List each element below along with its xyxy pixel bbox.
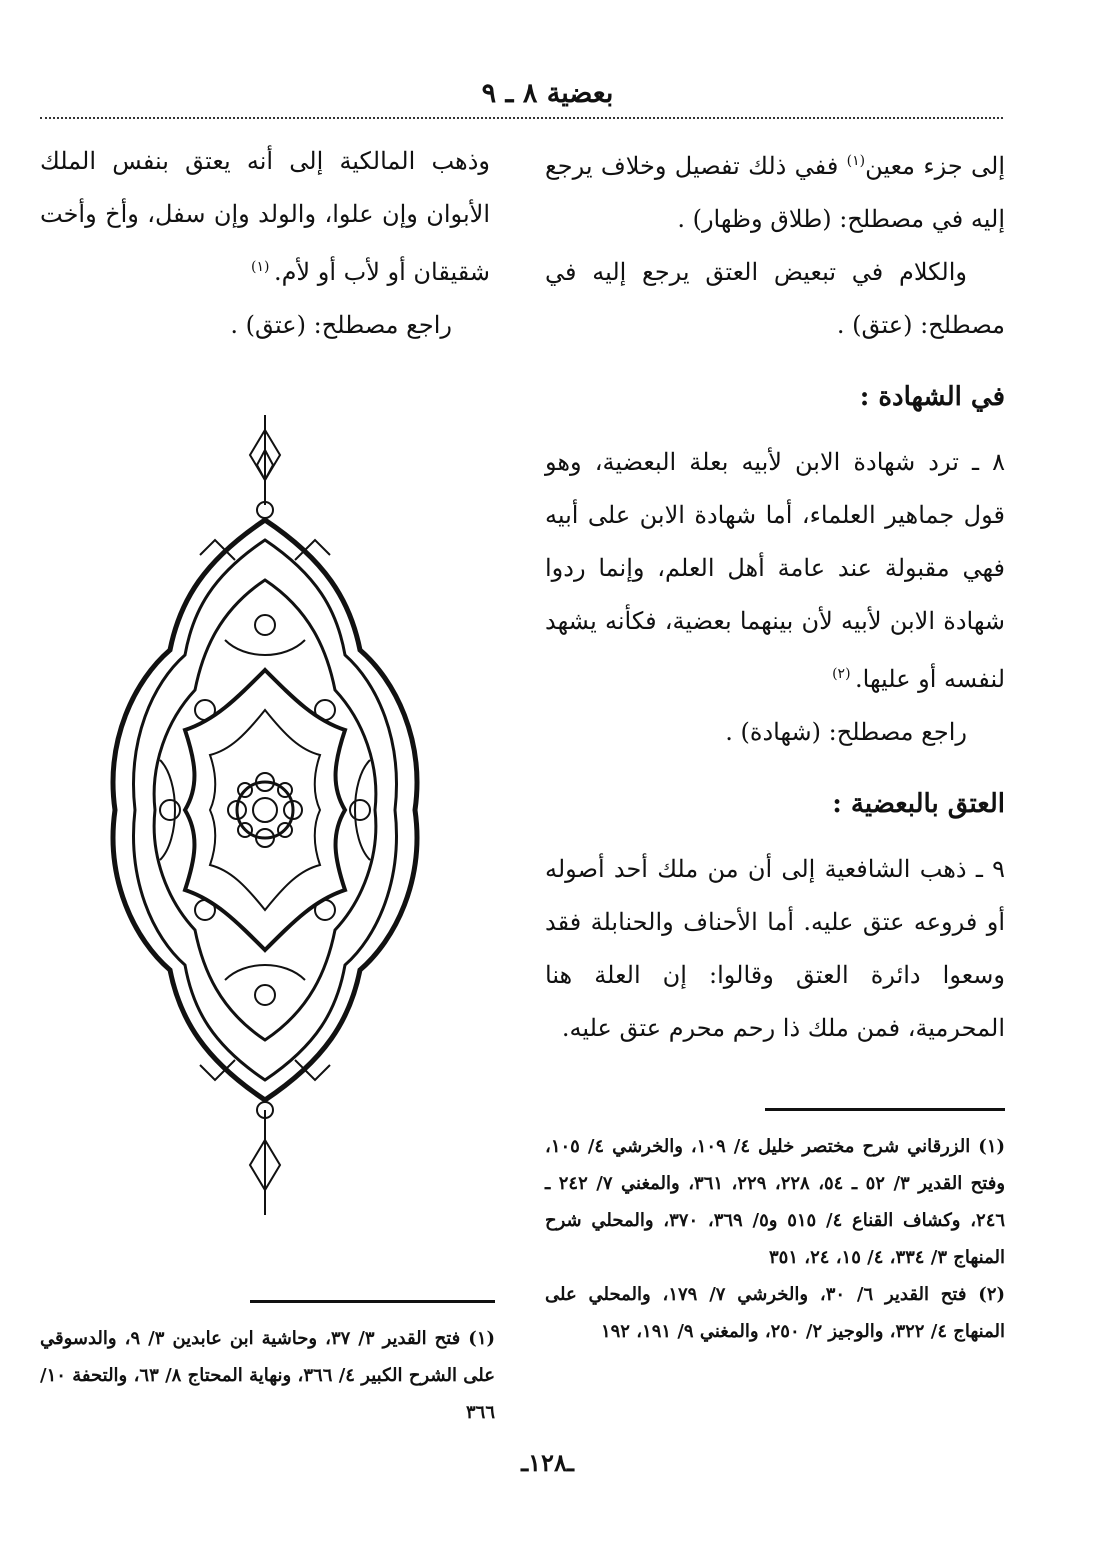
footnote-1: (١) الزرقاني شرح مختصر خليل ٤/ ١٠٩، والخرشي ٤/ ١٠٥، وفتح القدير ٣/ ٥٢ ـ ٥٤، ٢٢٨، ٢٢٩، ٣٦١، والمغني ٧/ ٢٤٢ ـ ٢٤٦، وكشاف القناع ٤/ ٥١٥ و٥/ ٣٦٩، ٣٧٠، والمحلي شرح المنهاج ٣/ ٣٣٤، ٤/ ١٥، ٢٤، ٣٥١ xyxy=(545,1136,1006,1268)
section-heading-testimony: في الشهادة : xyxy=(859,382,1005,412)
footnote-ref[interactable]: (١) xyxy=(846,153,866,169)
right-paragraph-1-rest: ففي ذلك تفصيل وخلاف يرجع إليه في مصطلح: (طلاق وظهار) . xyxy=(545,152,1005,233)
footnotes-right xyxy=(545,1128,1005,1350)
footnote-2: (٢) فتح القدير ٦/ ٣٠، والخرشي ٧/ ١٧٩، والمحلي على المنهاج ٤/ ٣٢٢، والوجيز ٢/ ٢٥٠، والمغني ٩/ ١٩١، ١٩٢ xyxy=(545,1284,1006,1342)
footnote-ref[interactable]: (١) xyxy=(251,259,274,275)
footnote-rule-left xyxy=(250,1300,495,1303)
right-paragraph-1 xyxy=(545,135,1005,246)
right-paragraph-5: ٩ ـ ذهب الشافعية إلى أن من ملك أحد أصوله أو فروعه عتق عليه. أما الأحناف والحنابلة فقد وسعوا دائرة العتق وقالوا: إن العلة هنا المحرمية، فمن ملك ذا رحم محرم عتق عليه. xyxy=(545,855,1005,1042)
footnote-left-1: (١) فتح القدير ٣/ ٣٧، وحاشية ابن عابدين ٣/ ٩، والدسوقي على الشرح الكبير ٤/ ٣٦٦، ونهاية المحتاج ٨/ ٦٣، والتحفة ١٠/ ٣٦٦ xyxy=(40,1328,496,1423)
right-paragraph-2: والكلام في تبعيض العتق يرجع إليه في مصطلح: (عتق) . xyxy=(545,258,1005,339)
right-paragraph-3 xyxy=(545,436,1005,706)
left-paragraph-2: راجع مصطلح: (عتق) . xyxy=(230,311,452,339)
left-paragraph-1 xyxy=(40,135,490,299)
right-column xyxy=(545,135,1005,1055)
right-paragraph-3-text: ٨ ـ ترد شهادة الابن لأبيه بعلة البعضية، وهو قول جماهير العلماء، أما شهادة الابن على أبيه فهي مقبولة عند عامة أهل العلم، وإنما ردوا شهادة الابن لأبيه لأن بينهما بعضية، فكأنه يشهد لنفسه أو عليها. xyxy=(545,448,1005,693)
right-paragraph-1-start: إلى جزء معين xyxy=(865,152,1005,180)
left-paragraph-1-text: وذهب المالكية إلى أنه يعتق بنفس الملك الأبوان وإن علوا، والولد وإن سفل، وأخ وأخت شقيقان أو لأب أو لأم. xyxy=(40,147,490,286)
right-paragraph-4: راجع مصطلح: (شهادة) . xyxy=(725,718,967,746)
header-dotted-rule xyxy=(40,117,1003,119)
footnote-rule-right xyxy=(765,1108,1005,1111)
page-header: بعضية ٨ ـ ٩ xyxy=(481,78,614,109)
arabesque-ornament-icon xyxy=(95,410,435,1220)
footnotes-left xyxy=(40,1320,495,1431)
section-heading-manumission: العتق بالبعضية : xyxy=(832,789,1005,819)
left-column xyxy=(40,135,490,352)
page-number: ـ١٢٨ـ xyxy=(521,1448,574,1477)
footnote-ref[interactable]: (٢) xyxy=(832,666,855,682)
